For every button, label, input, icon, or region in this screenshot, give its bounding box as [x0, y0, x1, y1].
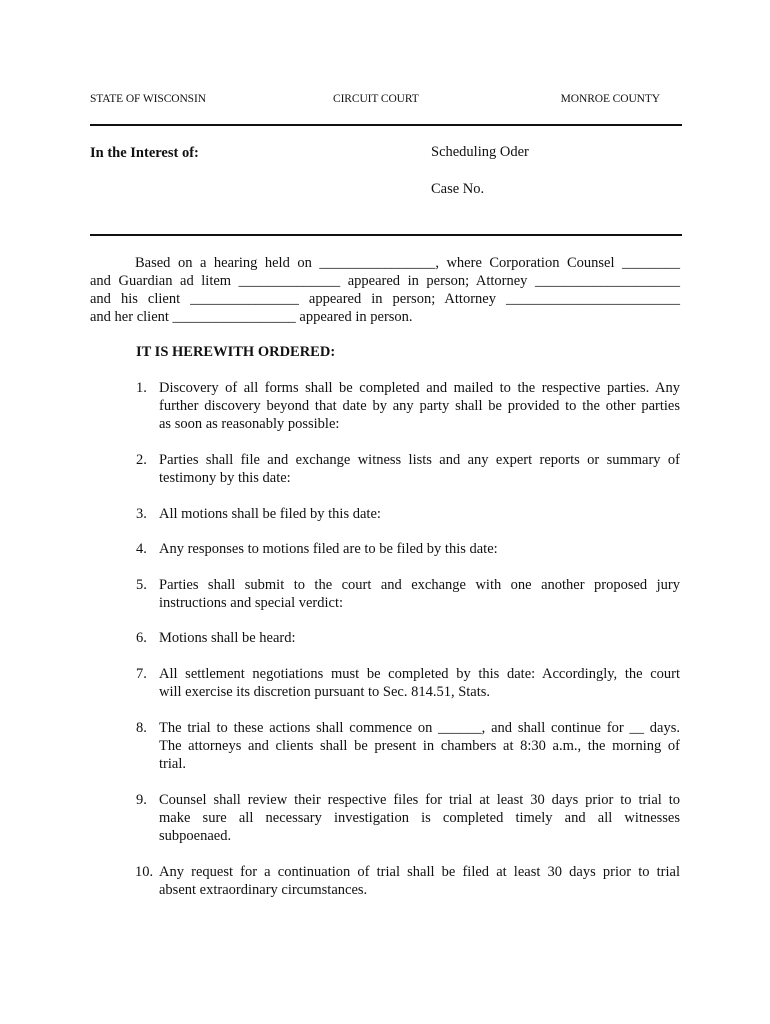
ordered-heading: IT IS HEREWITH ORDERED: [136, 344, 336, 360]
item-text [159, 629, 680, 647]
item-text [159, 505, 680, 523]
county-label: MONROE COUNTY [560, 93, 660, 105]
item-line: instructions and special verdict: [159, 595, 344, 611]
item-line: Discovery of all forms shall be completed and mailed to the respective parties. Any [159, 380, 680, 396]
case-number-label: Case No. [431, 181, 485, 197]
item-text [159, 863, 680, 899]
item-number: 5. [136, 577, 147, 593]
preamble-paragraph [90, 254, 680, 326]
item-number: 1. [136, 380, 147, 396]
item-line: trial. [159, 756, 186, 772]
item-line: Parties shall submit to the court and exchange with one another proposed jury [159, 577, 680, 593]
preamble-line: and her client _________________ appeared in person. [90, 309, 413, 325]
item-text [159, 791, 680, 845]
item-text [159, 379, 680, 433]
state-label: STATE OF WISCONSIN [90, 93, 206, 105]
preamble-line: and Guardian ad litem ______________ appeared in person; Attorney ____________________ [90, 273, 680, 289]
item-line: absent extraordinary circumstances. [159, 882, 368, 898]
item-number: 6. [136, 630, 147, 646]
item-line: as soon as reasonably possible: [159, 416, 340, 432]
item-number: 9. [136, 792, 147, 808]
item-line: testimony by this date: [159, 470, 291, 486]
item-line: The trial to these actions shall commence on ______, and shall continue for __ days. [159, 720, 680, 736]
item-text [159, 576, 680, 612]
court-header [90, 93, 680, 109]
preamble-line: and his client _______________ appeared in person; Attorney ________________________ [90, 291, 680, 307]
item-number: 4. [136, 541, 147, 557]
item-line: Parties shall file and exchange witness lists and any expert reports or summary of [159, 452, 680, 468]
item-text [159, 451, 680, 487]
item-number: 7. [136, 666, 147, 682]
item-number: 2. [136, 452, 147, 468]
document-title: Scheduling Oder [431, 144, 529, 160]
header-divider [90, 124, 682, 126]
item-line: Any request for a continuation of trial shall be filed at least 30 days prior to trial [159, 864, 680, 880]
item-number: 10. [135, 864, 154, 880]
item-number: 8. [136, 720, 147, 736]
item-line: Motions shall be heard: [159, 630, 296, 646]
in-the-interest-of-label: In the Interest of: [90, 145, 199, 161]
item-number: 3. [136, 506, 147, 522]
item-line: Counsel shall review their respective files for trial at least 30 days prior to trial to [159, 792, 680, 808]
caption-divider [90, 234, 682, 236]
item-line: will exercise its discretion pursuant to Sec. 814.51, Stats. [159, 684, 491, 700]
item-line: The attorneys and clients shall be present in chambers at 8:30 a.m., the morning of [159, 738, 680, 754]
court-label: CIRCUIT COURT [333, 93, 419, 105]
item-line: All settlement negotiations must be completed by this date: Accordingly, the court [159, 666, 680, 682]
item-text [159, 719, 680, 773]
item-text [159, 540, 680, 558]
item-line: further discovery beyond that date by any party shall be provided to the other parties [159, 398, 680, 414]
item-text [159, 665, 680, 701]
item-line: make sure all necessary investigation is completed timely and all witnesses [159, 810, 680, 826]
item-line: subpoenaed. [159, 828, 232, 844]
item-line: Any responses to motions filed are to be filed by this date: [159, 541, 498, 557]
preamble-line: Based on a hearing held on ________________, where Corporation Counsel ________ [135, 255, 680, 271]
item-line: All motions shall be filed by this date: [159, 506, 381, 522]
